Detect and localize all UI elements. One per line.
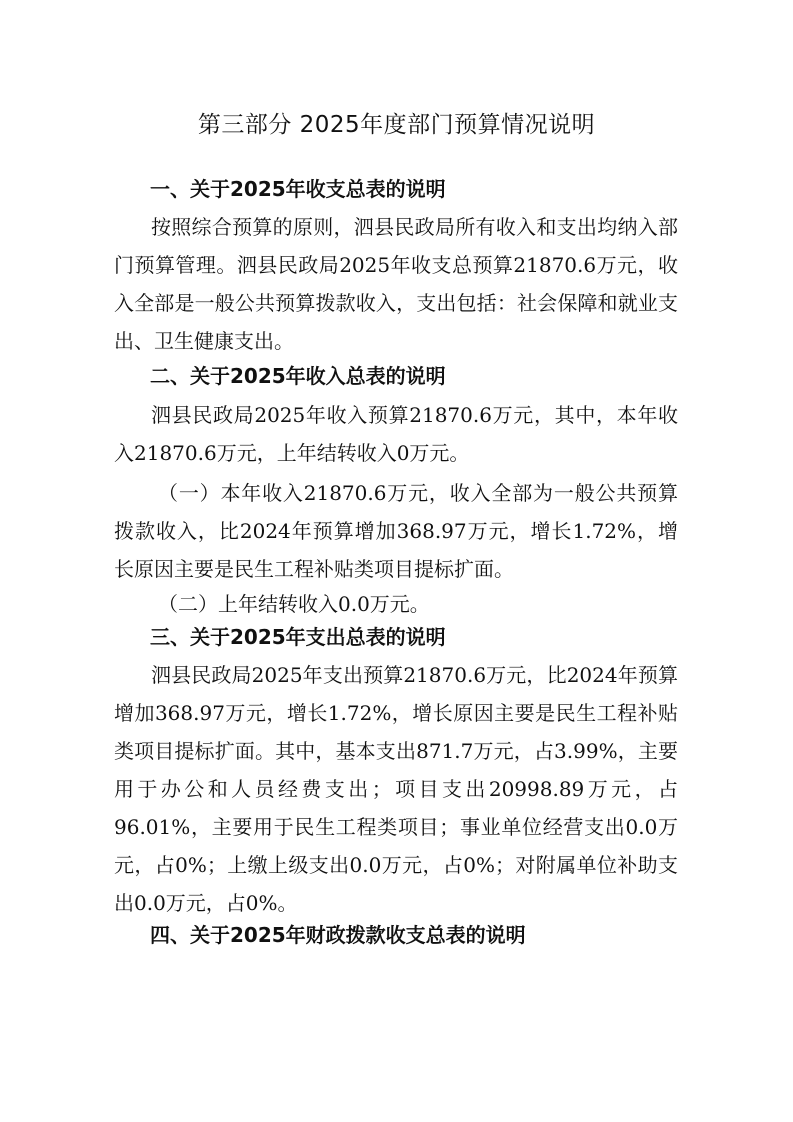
section-3-paragraph-1: 泗县民政局2025年支出预算21870.6万元，比2024年预算增加368.97万元，增长1.72%，增长原因主要是民生工程补贴类项目提标扩面。其中，基本支出871.7万元，占3.99%，主要用于办公和人员经费支出；项目支出20998.89万元，占96.01%，主要用于民生工程类项目；事业单位经营支出0.0万元，占0%；上缴上级支出0.0万元，占0%；对附属单位补助支出0.0万元，占0%。 — [114, 663, 678, 915]
page-title: 第三部分 2025年度部门预算情况说明 — [197, 112, 596, 138]
section-heading-1: 一、关于2025年收支总表的说明 — [150, 177, 446, 201]
section-1-paragraph-1: 按照综合预算的原则，泗县民政局所有收入和支出均纳入部门预算管理。泗县民政局2025年收支总预算21870.6万元，收入全部是一般公共预算拨款收入，支出包括：社会保障和就业支出、卫生健康支出。 — [114, 215, 678, 353]
section-heading-2: 二、关于2025年收入总表的说明 — [150, 364, 446, 388]
section-2-paragraph-1: 泗县民政局2025年收入预算21870.6万元，其中，本年收入21870.6万元，上年结转收入0万元。 — [114, 403, 678, 465]
section-heading-4: 四、关于2025年财政拨款收支总表的说明 — [150, 923, 526, 947]
section-2-paragraph-2: （一）本年收入21870.6万元，收入全部为一般公共预算拨款收入，比2024年预算增加368.97万元，增长1.72%，增长原因主要是民生工程补贴类项目提标扩面。 — [114, 481, 678, 581]
section-2-paragraph-3: （二）上年结转收入0.0万元。 — [158, 592, 430, 616]
section-heading-3: 三、关于2025年支出总表的说明 — [150, 625, 446, 649]
